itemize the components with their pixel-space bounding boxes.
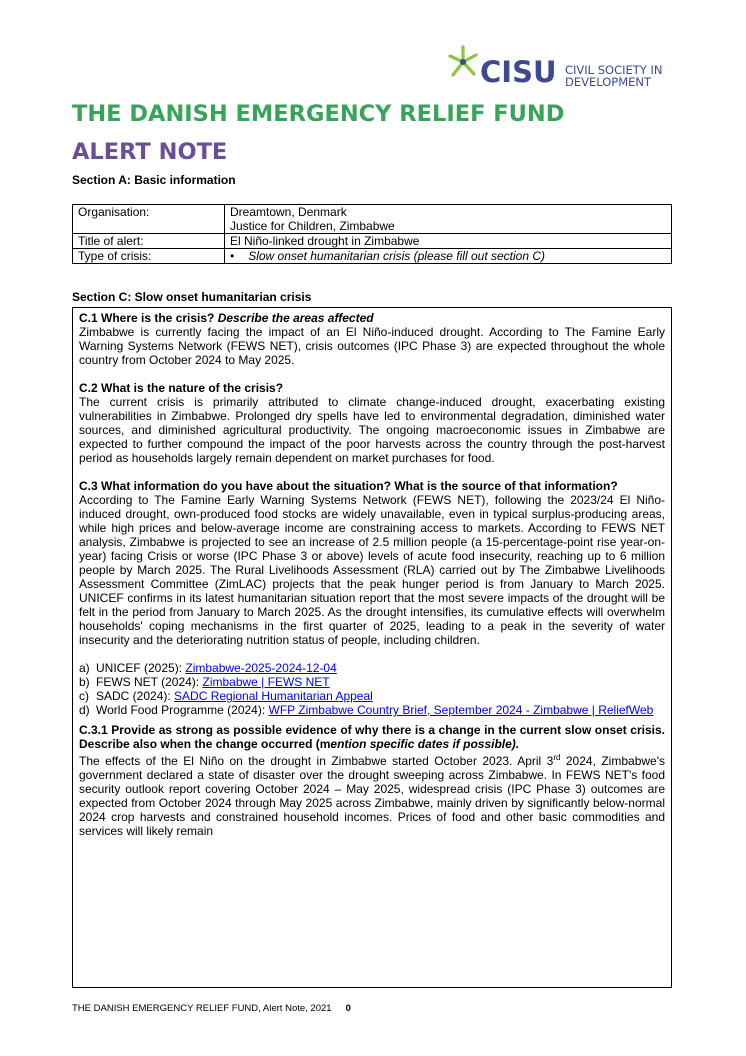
organisation-value-1: Dreamtown, Denmark [230, 205, 347, 219]
c1-heading-text: C.1 Where is the crisis? [79, 311, 218, 325]
c2-text: The current crisis is primarily attributed to climate change-induced drought, exacerbating existing vulnerabilities in Zimbabwe. Prolonged dry spells have led to environmental degradation, diminished water sources, and diminished agricultural productivity. The ongoing macroeconomic issues in Zimbabwe are expected to further compound the impact of the poor harvests across the country through the post-harvest period as households largely remain dependent on market purchases for food. [79, 395, 665, 465]
page-number: 0 [345, 1003, 351, 1014]
c3-heading: C.3 What information do you have about the situation? What is the source of that information? [79, 479, 618, 493]
c1-heading-emphasis: Describe the areas affected [217, 311, 374, 325]
c31-text-part2: 2024, Zimbabwe's government declared a state of disaster over the drought sweeping across Zimbabwe. In FEWS NET's food security outlook report covering October 2024 – May 2025, widespread crisis (IPC Phase 3) outcomes are expected from October 2024 through May 2025 across Zimbabwe, mainly driven by significantly below-normal 2024 crop harvests and constrained household incomes. Prices of food and other basic commodities and services will likely remain [79, 754, 665, 838]
c31-heading-emphasis: ention specific dates if possible). [330, 737, 520, 751]
list-item [79, 661, 665, 675]
list-marker: d) [79, 703, 90, 717]
reference-source: UNICEF (2025): [96, 661, 186, 675]
organisation-value [225, 205, 672, 234]
reference-source: FEWS NET (2024): [96, 675, 203, 689]
c3-text: According to The Famine Early Warning Systems Network (FEWS NET), following the 2023/24 El Niño-induced drought, own-produced food stocks are widely unavailable, even in typical surplus-producing areas, while high prices and below-average income are constraining access to markets. According to FEWS NET analysis, Zimbabwe is projected to see an increase of 2.5 million people (a 15-percentage-point rise year-on-year) facing Crisis or worse (IPC Phase 3 or above) levels of acute food insecurity, reaching up to 6 million people by March 2025. The Rural Livelihoods Assessment (RLA) carried out by The Zimbabwe Livelihoods Assessment Committee (ZimLAC) projects that the peak hunger period is from January to March 2025. UNICEF confirms in its latest humanitarian situation report that the most severe impacts of the drought will be felt in the period from January to March 2025. As the drought intensifies, its cumulative effects will overwhelm households' coping mechanisms in the first quarter of 2025, leading to a peak in the severity of water insecurity and the deteriorating nutrition status of people, including children. [79, 493, 665, 647]
cisu-logo [446, 44, 686, 94]
organisation-value-2: Justice for Children, Zimbabwe [230, 219, 395, 233]
reference-source: SADC (2024): [96, 689, 175, 703]
section-c-box [72, 307, 672, 988]
list-item [79, 689, 665, 703]
list-marker: b) [79, 675, 90, 689]
c1-heading [79, 311, 665, 325]
bullet-icon: • [230, 249, 235, 263]
logo-wordmark: CISU [480, 55, 557, 89]
crisis-type-text: Slow onset humanitarian crisis (please fill out section C) [248, 249, 545, 263]
c31-ordinal: rd [553, 753, 561, 762]
list-marker: a) [79, 661, 90, 675]
c31-heading [79, 723, 665, 751]
reference-link-unicef[interactable]: Zimbabwe-2025-2024-12-04 [185, 661, 337, 675]
document-subtitle: ALERT NOTE [72, 139, 228, 165]
section-a-heading: Section A: Basic information [72, 173, 236, 187]
section-c-heading: Section C: Slow onset humanitarian crisis [72, 290, 312, 304]
alert-title-value: El Niño-linked drought in Zimbabwe [225, 234, 672, 249]
logo-tagline-line1: CIVIL SOCIETY IN [565, 63, 663, 77]
c2-heading: C.2 What is the nature of the crisis? [79, 381, 284, 395]
table-row-type [73, 249, 672, 264]
table-row-organisation [73, 205, 672, 234]
c31-text-part1: The effects of the El Niño on the drought in Zimbabwe started October 2023. April 3 [79, 754, 554, 768]
page-footer [72, 1003, 351, 1014]
reference-link-wfp[interactable]: WFP Zimbabwe Country Brief, September 2024 - Zimbabwe | ReliefWeb [268, 703, 654, 717]
c1-text: Zimbabwe is currently facing the impact of an El Niño-induced drought. According to The Famine Early Warning Systems Network (FEWS NET), crisis outcomes (IPC Phase 3) are expected throughout the whole country from October 2024 to May 2025. [79, 325, 665, 367]
c31-text [79, 751, 665, 838]
references-list [79, 661, 665, 717]
logo-tagline [565, 64, 662, 88]
list-item [79, 703, 665, 717]
document-title: THE DANISH EMERGENCY RELIEF FUND [72, 101, 565, 127]
footer-text: THE DANISH EMERGENCY RELIEF FUND, Alert Note, 2021 [72, 1003, 332, 1014]
table-row-title [73, 234, 672, 249]
reference-link-fewsnet[interactable]: Zimbabwe | FEWS NET [202, 675, 330, 689]
reference-source: World Food Programme (2024): [96, 703, 269, 717]
logo-tagline-line2: DEVELOPMENT [565, 75, 652, 89]
reference-link-sadc[interactable]: SADC Regional Humanitarian Appeal [174, 689, 373, 703]
crisis-type-label: Type of crisis: [73, 249, 225, 264]
organisation-label: Organisation: [73, 205, 225, 234]
cisu-star-icon [446, 44, 480, 84]
c31-heading-text: C.3.1 Provide as strong as possible evidence of why there is a change in the current slow onset crisis. Describe also when the change occurred (m [79, 723, 665, 751]
list-marker: c) [79, 689, 89, 703]
basic-info-table [72, 204, 672, 264]
alert-title-label: Title of alert: [73, 234, 225, 249]
crisis-type-value [225, 249, 672, 264]
list-item [79, 675, 665, 689]
